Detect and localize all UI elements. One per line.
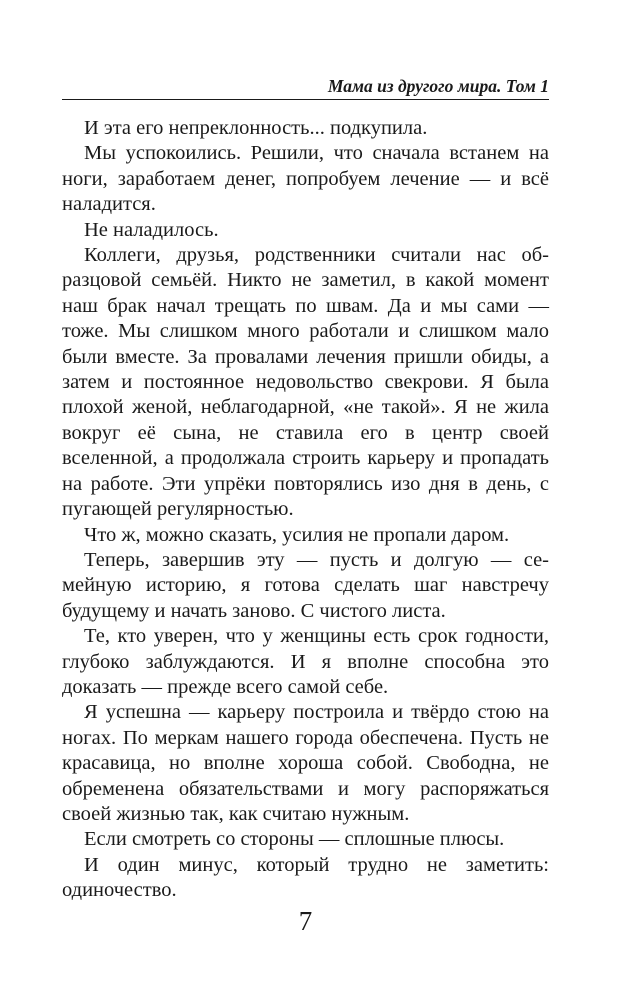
paragraph-2: Мы успокоились. Решили, что сначала встанем на ноги, заработаем денег, попробуем лечение — и всё наладится.	[62, 142, 549, 216]
header-divider	[62, 99, 549, 100]
page-number: 7	[298, 906, 313, 936]
paragraph-8: Я успешна — карьеру построила и твёрдо стою на ногах. По меркам нашего города обеспечена. Пусть не красавица, но вполне хороша собой. Свободна, не обременена обязательствами и могу распоряжаться своей жизнью так, как считаю нужным.	[62, 701, 549, 825]
paragraph-9: Если смотреть со стороны — сплошные плюсы.	[84, 828, 505, 851]
body-text	[62, 116, 549, 904]
paragraph-1: И эта его непреклонность... подкупила.	[84, 117, 428, 139]
paragraph-7: Те, кто уверен, что у женщины есть срок годности, глубоко заблуждаются. И я вполне способна это доказать — прежде всего самой себе.	[62, 625, 549, 698]
paragraph-4: Коллеги, друзья, родственники считали нас образцовой семьёй. Никто не заметил, в какой момент наш брак начал трещать по швам. Да и мы сами — тоже. Мы слишком много работали и слишком мало были вместе. За провалами лечения пришли обиды, а затем и постоянное недовольство свекрови. Я была плохой женой, неблагодарной, «не такой». Я не жила вокруг её сына, не ставила его в центр своей вселенной, а продолжала строить карьеру и пропадать на работе. Эти упрёки повторялись изо дня в день, с пугающей регулярностью.	[62, 244, 549, 521]
paragraph-3: Не наладилось.	[84, 218, 219, 241]
paragraph-5: Что ж, можно сказать, усилия не пропали даром.	[84, 523, 510, 546]
paragraph-10: И один минус, который трудно не заметить: одиночество.	[62, 853, 549, 902]
paragraph-6: Теперь, завершив эту — пусть и долгую — семейную историю, я готова сделать шаг навстречу будущему и начать заново. С чистого листа.	[62, 548, 549, 622]
running-header-title: Мама из другого мира. Том 1	[327, 76, 549, 96]
